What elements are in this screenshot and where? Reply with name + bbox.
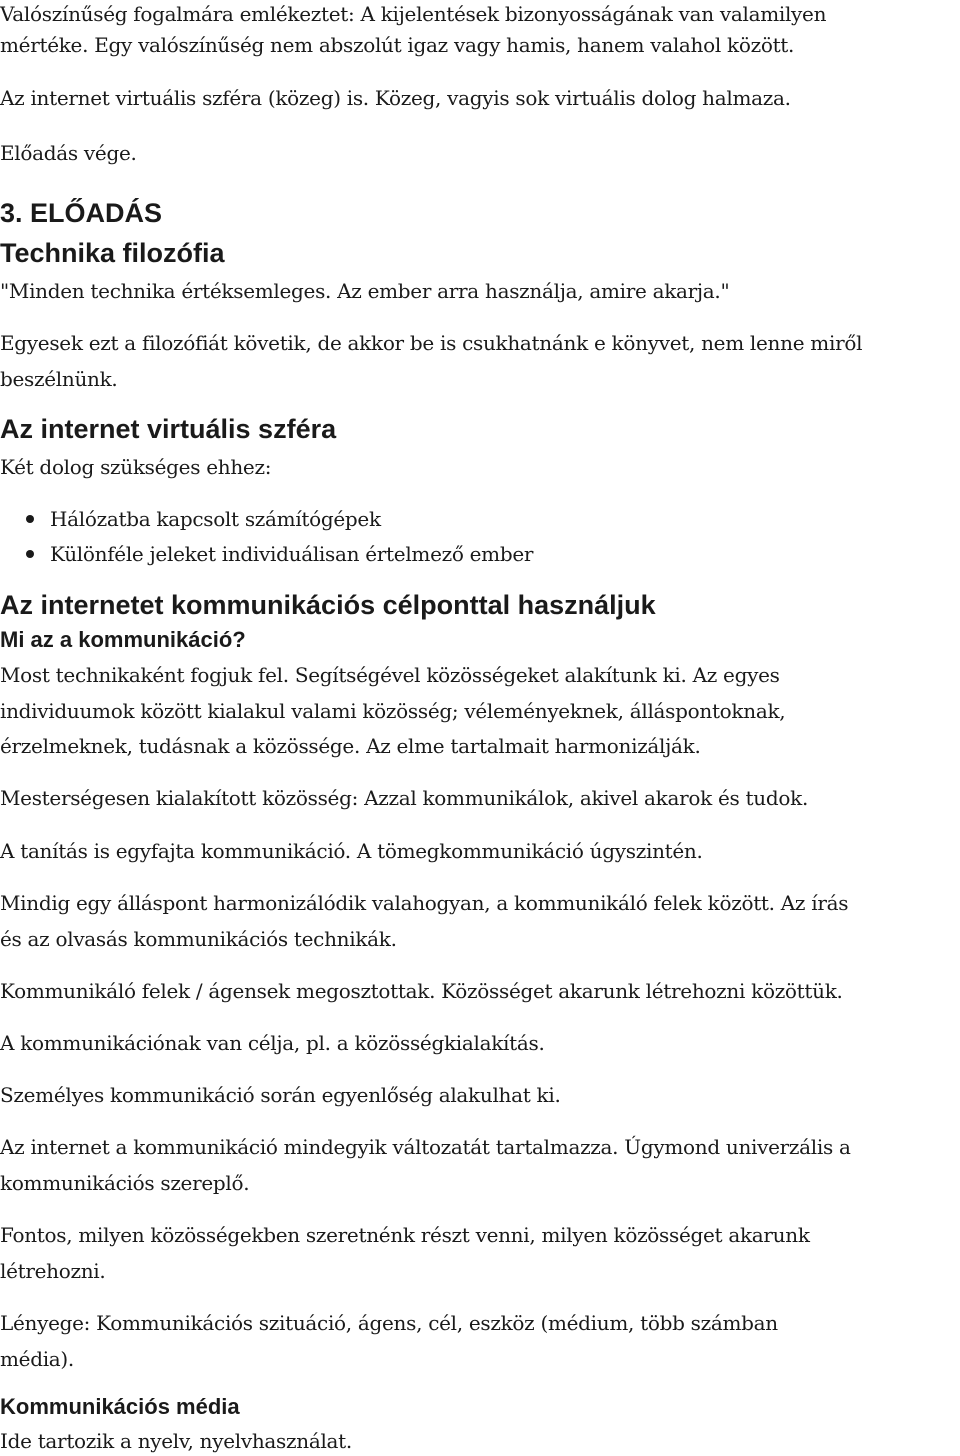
communication-p10-line-1: Lényege: Kommunikációs szituáció, ágens, cél, eszköz (médium, több számban	[0, 1311, 778, 1335]
lecture-note-line-1: Egyesek ezt a filozófiát követik, de akkor be is csukhatnánk e könyvet, nem lenne miről	[0, 331, 863, 355]
communication-p2: Mesterségesen kialakított közösség: Azzal kommunikálok, akivel akarok és tudok.	[0, 786, 809, 810]
list-item-text: Hálózatba kapcsolt számítógépek	[50, 507, 381, 531]
lecture-heading: 3. ELŐADÁS	[0, 198, 163, 228]
intro-line-2: mértéke. Egy valószínűség nem abszolút igaz vagy hamis, hanem valahol között.	[0, 33, 795, 57]
intro-line-3: Az internet virtuális szféra (közeg) is. Közeg, vagyis sok virtuális dolog halmaza.	[0, 86, 791, 110]
communication-p7: Személyes kommunikáció során egyenlőség alakulhat ki.	[0, 1083, 561, 1107]
communication-p3: A tanítás is egyfajta kommunikáció. A tömegkommunikáció úgyszintén.	[0, 839, 703, 863]
communication-p8-line-1: Az internet a kommunikáció mindegyik változatát tartalmazza. Úgymond univerzális a	[0, 1135, 851, 1159]
communication-heading: Az internetet kommunikációs célponttal használjuk	[0, 590, 656, 620]
media-heading: Kommunikációs média	[0, 1394, 240, 1419]
communication-p6: A kommunikációnak van célja, pl. a közösségkialakítás.	[0, 1031, 545, 1055]
communication-p9-line-2: létrehozni.	[0, 1259, 106, 1283]
virtual-sphere-intro: Két dolog szükséges ehhez:	[0, 455, 272, 479]
intro-line-1: Valószínűség fogalmára emlékeztet: A kijelentések bizonyosságának van valamilyen	[0, 2, 827, 26]
bullet-icon	[26, 515, 34, 523]
communication-p4-line-1: Mindig egy álláspont harmonizálódik valahogyan, a kommunikáló felek között. Az írás	[0, 891, 849, 915]
communication-p5: Kommunikáló felek / ágensek megosztottak. Közösséget akarunk létrehozni közöttük.	[0, 979, 843, 1003]
communication-p9-line-1: Fontos, milyen közösségekben szeretnénk részt venni, milyen közösséget akarunk	[0, 1223, 810, 1247]
communication-question: Mi az a kommunikáció?	[0, 627, 246, 652]
media-p1: Ide tartozik a nyelv, nyelvhasználat.	[0, 1429, 352, 1453]
lecture-note-line-2: beszélnünk.	[0, 367, 118, 391]
communication-p1-line-3: érzelmeknek, tudásnak a közössége. Az elme tartalmait harmonizálják.	[0, 734, 701, 758]
intro-line-4: Előadás vége.	[0, 141, 137, 165]
communication-p1-line-1: Most technikaként fogjuk fel. Segítségével közösségeket alakítunk ki. Az egyes	[0, 663, 780, 687]
lecture-quote: "Minden technika értéksemleges. Az ember arra használja, amire akarja."	[0, 279, 730, 303]
communication-p1-line-2: individuumok között kialakul valami közösség; véleményeknek, álláspontoknak,	[0, 699, 786, 723]
communication-p10-line-2: média).	[0, 1347, 74, 1371]
communication-p8-line-2: kommunikációs szereplő.	[0, 1171, 250, 1195]
list-item-text: Különféle jeleket individuálisan értelmező ember	[50, 542, 534, 566]
virtual-sphere-heading: Az internet virtuális szféra	[0, 414, 337, 444]
lecture-subheading: Technika filozófia	[0, 238, 225, 268]
bullet-icon	[26, 550, 34, 558]
communication-p4-line-2: és az olvasás kommunikációs technikák.	[0, 927, 397, 951]
